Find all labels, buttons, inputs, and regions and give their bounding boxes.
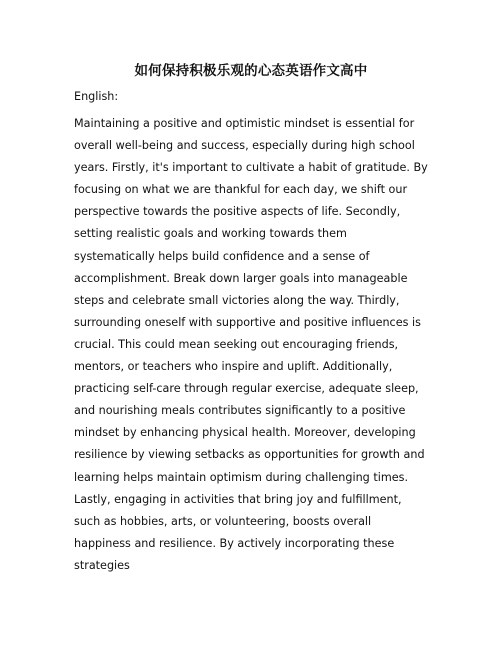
document-title: 如何保持积极乐观的心态英语作文高中 [134,63,368,79]
language-label: English: [74,90,119,103]
essay-paragraph: Maintaining a positive and optimistic mindset is essential for overall well-being and success, especially during high school years. Firstly, it's important to cultivate a habit of gratitude. By focusing on what we are thankful for each day, we shift our perspective towards the positive aspects of life. Secondly, setting realistic goals and working towards them systematically helps build confidence and a sense of accomplishment. Break down larger goals into manageable steps and celebrate small victories along the way. Thirdly, surrounding oneself with supportive and positive influences is crucial. This could mean seeking out encouraging friends, mentors, or teachers who inspire and uplift. Additionally, practicing self-care through regular exercise, adequate sleep, and nourishing meals contributes significantly to a positive mindset by enhancing physical health. Moreover, developing resilience by viewing setbacks as opportunities for growth and learning helps maintain optimism during challenging times. Lastly, engaging in activities that bring joy and fulfillment, such as hobbies, arts, or volunteering, boosts overall happiness and resilience. By actively incorporating these strategies [74,117,428,572]
